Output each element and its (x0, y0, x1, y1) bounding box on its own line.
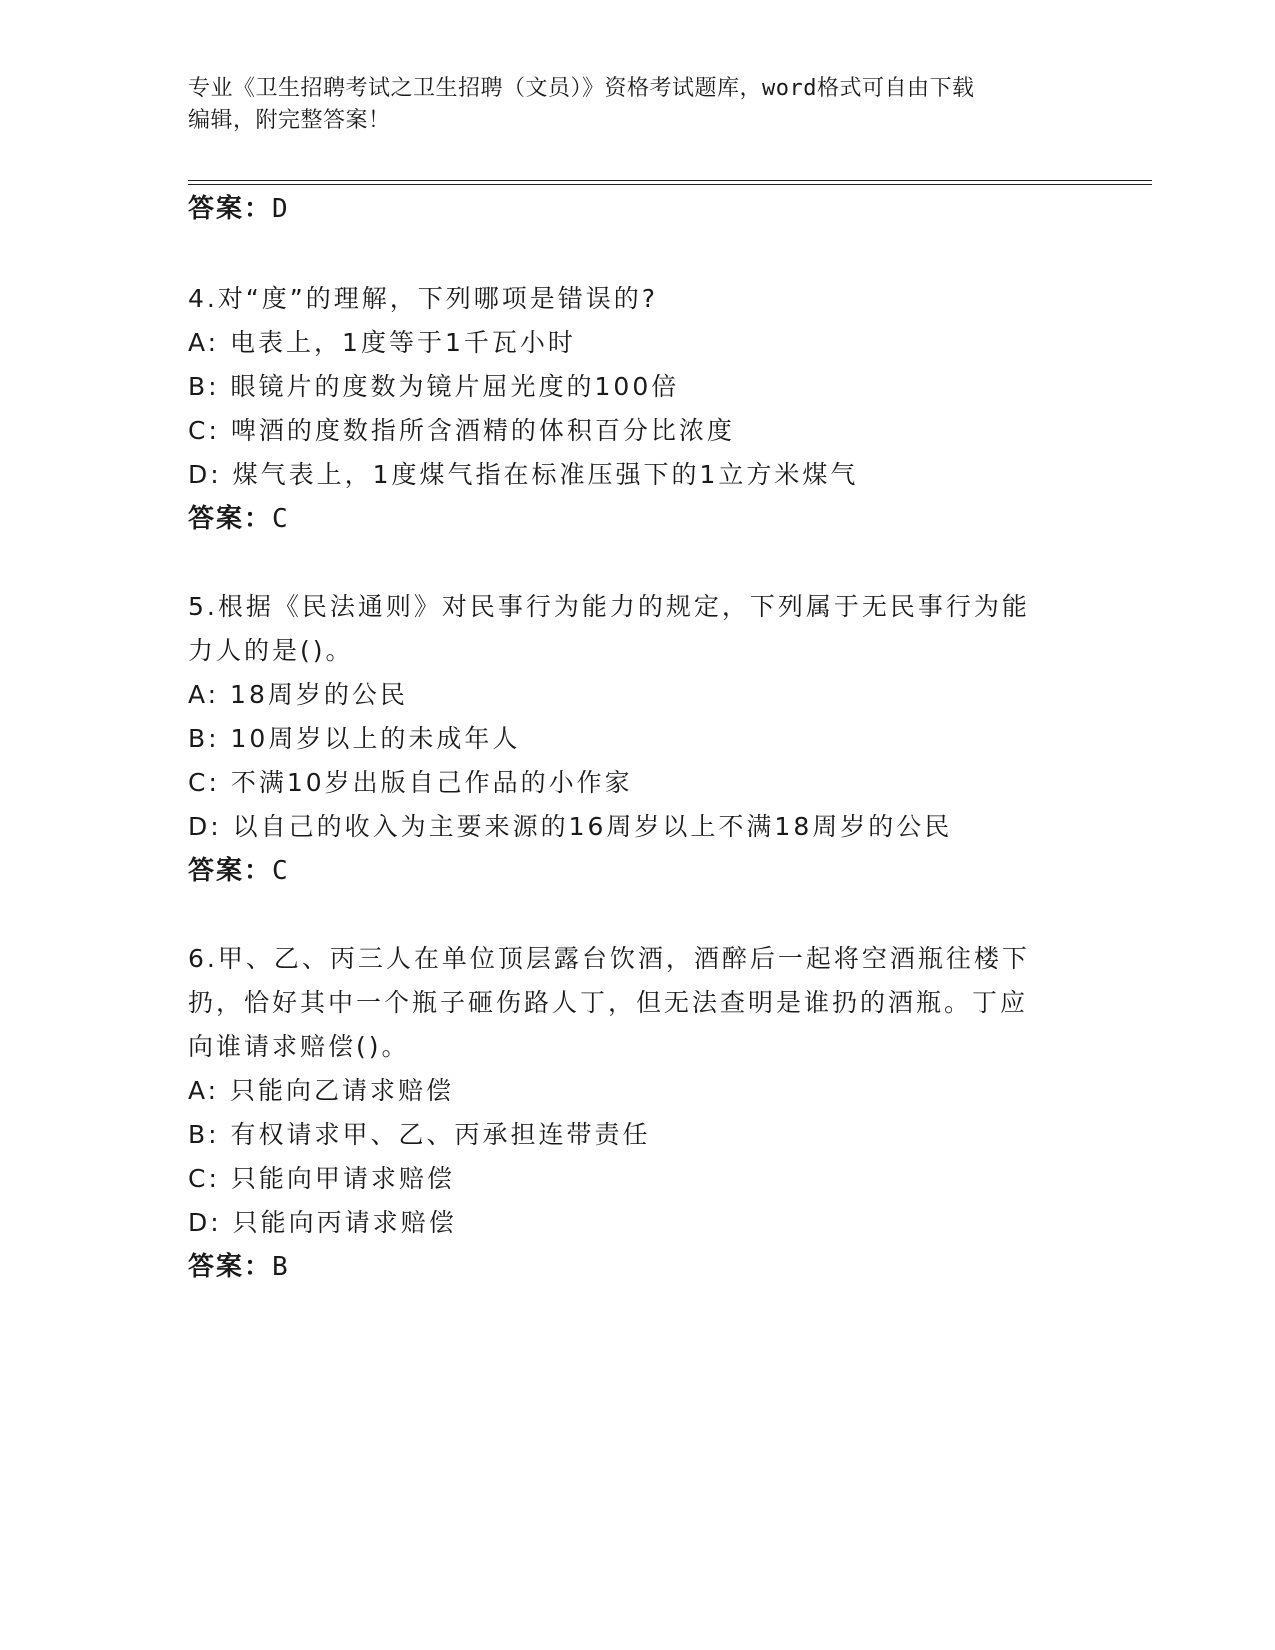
answer-value: B (272, 1252, 290, 1282)
question-6-answer (188, 1250, 290, 1284)
question-4-option-d: D: 煤气表上，1度煤气指在标准压强下的1立方米煤气 (188, 460, 859, 489)
question-4-answer (188, 502, 290, 536)
question-5-option-d: D: 以自己的收入为主要来源的16周岁以上不满18周岁的公民 (188, 812, 953, 841)
question-4-stem-line-1: 4.对“度”的理解，下列哪项是错误的? (188, 284, 659, 313)
question-5-option-b: B: 10周岁以上的未成年人 (188, 724, 521, 753)
question-5-stem-line-2: 力人的是()。 (188, 636, 354, 665)
document-header (188, 73, 1088, 137)
question-6-option-d: D: 只能向丙请求赔偿 (188, 1208, 457, 1237)
answer-label: 答案： (188, 856, 273, 886)
header-line-2: 编辑，附完整答案！ (188, 108, 391, 133)
question-6-stem-line-3: 向谁请求赔偿()。 (188, 1032, 410, 1061)
question-5-option-a: A: 18周岁的公民 (188, 680, 408, 709)
question-5-answer (188, 854, 290, 888)
question-5-stem-line-1: 5.根据《民法通则》对民事行为能力的规定，下列属于无民事行为能 (188, 592, 1030, 621)
header-rule-bottom (188, 184, 1152, 185)
question-6-stem-line-2: 扔，恰好其中一个瓶子砸伤路人丁，但无法查明是谁扔的酒瓶。丁应 (188, 988, 1029, 1017)
header-line-1: 专业《卫生招聘考试之卫生招聘（文员）》资格考试题库，word格式可自由下载 (188, 76, 975, 101)
answer-label: 答案： (188, 1252, 273, 1282)
answer-value: C (272, 856, 290, 886)
question-6-option-b: B: 有权请求甲、乙、丙承担连带责任 (188, 1120, 651, 1149)
answer-value: C (272, 504, 290, 534)
question-6-stem-line-1: 6.甲、乙、丙三人在单位顶层露台饮酒，酒醉后一起将空酒瓶往楼下 (188, 944, 1030, 973)
answer-label: 答案： (188, 504, 273, 534)
question-4-option-b: B: 眼镜片的度数为镜片屈光度的100倍 (188, 372, 680, 401)
header-rule-top (188, 180, 1152, 181)
question-4-option-a: A: 电表上，1度等于1千瓦小时 (188, 328, 576, 357)
answer-value: D (272, 194, 290, 224)
question-4-option-c: C: 啤酒的度数指所含酒精的体积百分比浓度 (188, 416, 735, 445)
prev-answer (188, 192, 290, 226)
answer-label: 答案： (188, 194, 273, 224)
question-6-option-c: C: 只能向甲请求赔偿 (188, 1164, 455, 1193)
question-5-option-c: C: 不满10岁出版自己作品的小作家 (188, 768, 633, 797)
question-6-option-a: A: 只能向乙请求赔偿 (188, 1076, 455, 1105)
